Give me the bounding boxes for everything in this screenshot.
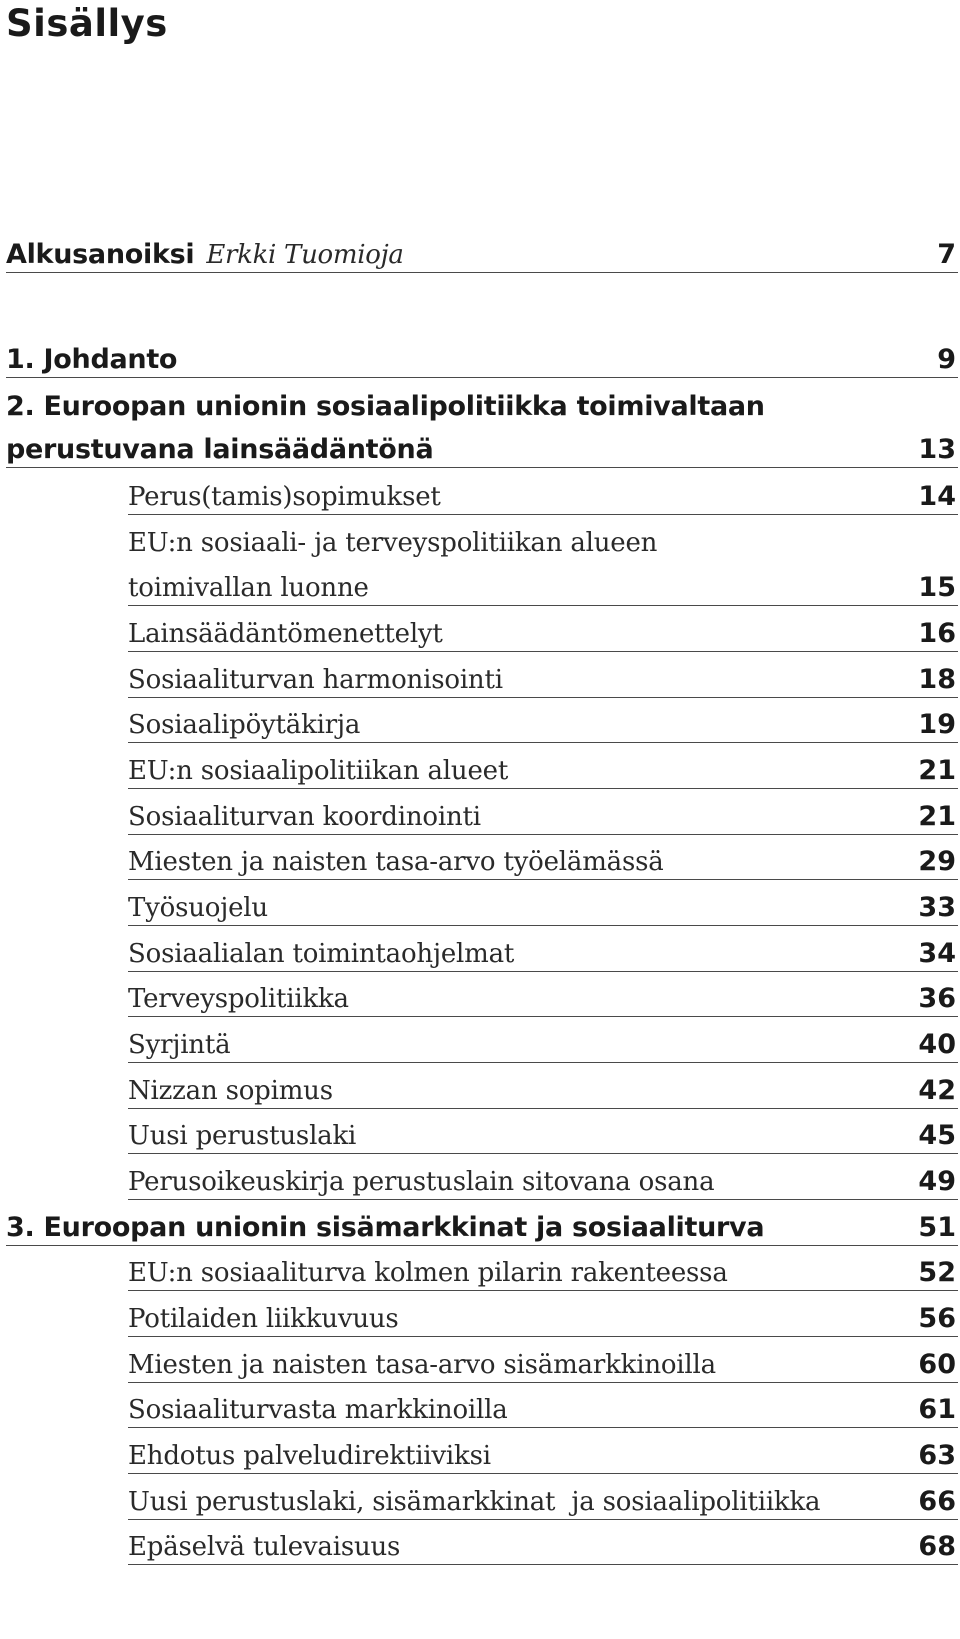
toc-section-entry[interactable]: [128, 1388, 958, 1428]
toc-entry-page: 13: [918, 434, 956, 465]
toc-section-entry-line1[interactable]: [128, 520, 958, 560]
toc-entry-page: 18: [918, 664, 956, 695]
toc-section-entry[interactable]: [128, 840, 958, 880]
toc-section-entry[interactable]: [128, 1343, 958, 1383]
toc-section-entry[interactable]: [128, 932, 958, 972]
toc-entry-page: 61: [918, 1394, 956, 1425]
toc-entry-label: EU:n sosiaalipolitiikan alueet: [128, 756, 509, 786]
toc-entry-label: Syrjintä: [128, 1030, 231, 1060]
toc-entry-label: Sosiaaliturvan koordinointi: [128, 802, 481, 832]
toc-entry-page: 34: [918, 938, 956, 969]
toc-section-entry[interactable]: [128, 475, 958, 515]
toc-section-entry[interactable]: [128, 1480, 958, 1520]
toc-entry-page: 42: [918, 1075, 956, 1106]
toc-entry-page: 66: [918, 1486, 956, 1517]
toc-entry-page: 56: [918, 1303, 956, 1334]
toc-entry-label: Sosiaalialan toimintaohjelmat: [128, 939, 515, 969]
toc-entry-label: Epäselvä tulevaisuus: [128, 1532, 401, 1562]
toc-entry-page: 40: [918, 1029, 956, 1060]
toc-section-entry[interactable]: [128, 658, 958, 698]
toc-entry-label: Nizzan sopimus: [128, 1076, 333, 1106]
toc-section-entry[interactable]: [128, 566, 958, 606]
toc-entry-label: 3. Euroopan unionin sisämarkkinat ja sosiaaliturva: [6, 1212, 765, 1243]
toc-section-entry[interactable]: [128, 795, 958, 835]
toc-entry-label: Ehdotus palveludirektiiviksi: [128, 1441, 491, 1471]
toc-entry-page: 15: [918, 572, 956, 603]
toc-section-entry[interactable]: [128, 749, 958, 789]
toc-entry-label: Terveyspolitiikka: [128, 984, 349, 1014]
toc-entry-page: 16: [918, 618, 956, 649]
toc-entry-label: Alkusanoiksi Erkki Tuomioja: [6, 239, 404, 270]
toc-entry-chapter-3[interactable]: [6, 1206, 958, 1246]
toc-entry-page: 21: [918, 801, 956, 832]
toc-entry-chapter-2-line1[interactable]: [6, 384, 958, 424]
toc-entry-chapter-2[interactable]: [6, 428, 958, 468]
toc-entry-page: 52: [918, 1257, 956, 1288]
toc-entry-label: 2. Euroopan unionin sosiaalipolitiikka toimivaltaan: [6, 391, 765, 422]
toc-entry-label: EU:n sosiaali- ja terveyspolitiikan alueen: [128, 528, 658, 558]
toc-entry-label: Potilaiden liikkuvuus: [128, 1304, 399, 1334]
toc-entry-page: 19: [918, 709, 956, 740]
toc-entry-label: Lainsäädäntömenettelyt: [128, 619, 443, 649]
toc-section-entry[interactable]: [128, 703, 958, 743]
toc-entry-label: Miesten ja naisten tasa-arvo työelämässä: [128, 847, 664, 877]
toc-entry-page: 68: [918, 1531, 956, 1562]
toc-entry-foreword[interactable]: [6, 233, 958, 273]
toc-section-entry[interactable]: [128, 1434, 958, 1474]
toc-entry-page: 51: [918, 1212, 956, 1243]
toc-entry-label: EU:n sosiaaliturva kolmen pilarin rakenteessa: [128, 1258, 728, 1288]
toc-entry-label: Perusoikeuskirja perustuslain sitovana osana: [128, 1167, 715, 1197]
toc-entry-label: Perus(tamis)sopimukset: [128, 482, 441, 512]
toc-entry-author: Erkki Tuomioja: [206, 240, 404, 270]
toc-entry-label: Sosiaaliturvasta markkinoilla: [128, 1395, 508, 1425]
toc-entry-label: 1. Johdanto: [6, 344, 178, 375]
toc-section-entry[interactable]: [128, 1251, 958, 1291]
toc-section-entry[interactable]: [128, 1069, 958, 1109]
toc-section-entry[interactable]: [128, 977, 958, 1017]
toc-entry-page: 60: [918, 1349, 956, 1380]
toc-entry-page: 45: [918, 1120, 956, 1151]
toc-entry-page: 9: [937, 344, 956, 375]
toc-entry-page: 14: [918, 481, 956, 512]
toc-section-entry[interactable]: [128, 1525, 958, 1565]
toc-entry-page: 7: [937, 239, 956, 270]
toc-entry-label: toimivallan luonne: [128, 573, 369, 603]
toc-entry-page: 21: [918, 755, 956, 786]
toc-entry-label: Uusi perustuslaki, sisämarkkinat ja sosiaalipolitiikka: [128, 1487, 821, 1517]
toc-entry-page: 36: [918, 983, 956, 1014]
toc-entry-page: 49: [918, 1166, 956, 1197]
toc-section-entry[interactable]: [128, 1297, 958, 1337]
toc-section-entry[interactable]: [128, 612, 958, 652]
toc-entry-label: Miesten ja naisten tasa-arvo sisämarkkinoilla: [128, 1350, 716, 1380]
toc-entry-label: Sosiaalipöytäkirja: [128, 710, 361, 740]
toc-entry-label: Työsuojelu: [128, 893, 268, 923]
toc-section-entry[interactable]: [128, 1160, 958, 1200]
toc-entry-chapter-1[interactable]: [6, 338, 958, 378]
toc-section-entry[interactable]: [128, 1114, 958, 1154]
toc-entry-label: perustuvana lainsäädäntönä: [6, 434, 434, 465]
toc-entry-page: 29: [918, 846, 956, 877]
toc-section-entry[interactable]: [128, 1023, 958, 1063]
toc-section-entry[interactable]: [128, 886, 958, 926]
toc-entry-label: Sosiaaliturvan harmonisointi: [128, 665, 503, 695]
toc-entry-page: 63: [918, 1440, 956, 1471]
toc-entry-page: 33: [918, 892, 956, 923]
page-title: Sisällys: [6, 2, 168, 45]
toc-entry-label: Uusi perustuslaki: [128, 1121, 357, 1151]
